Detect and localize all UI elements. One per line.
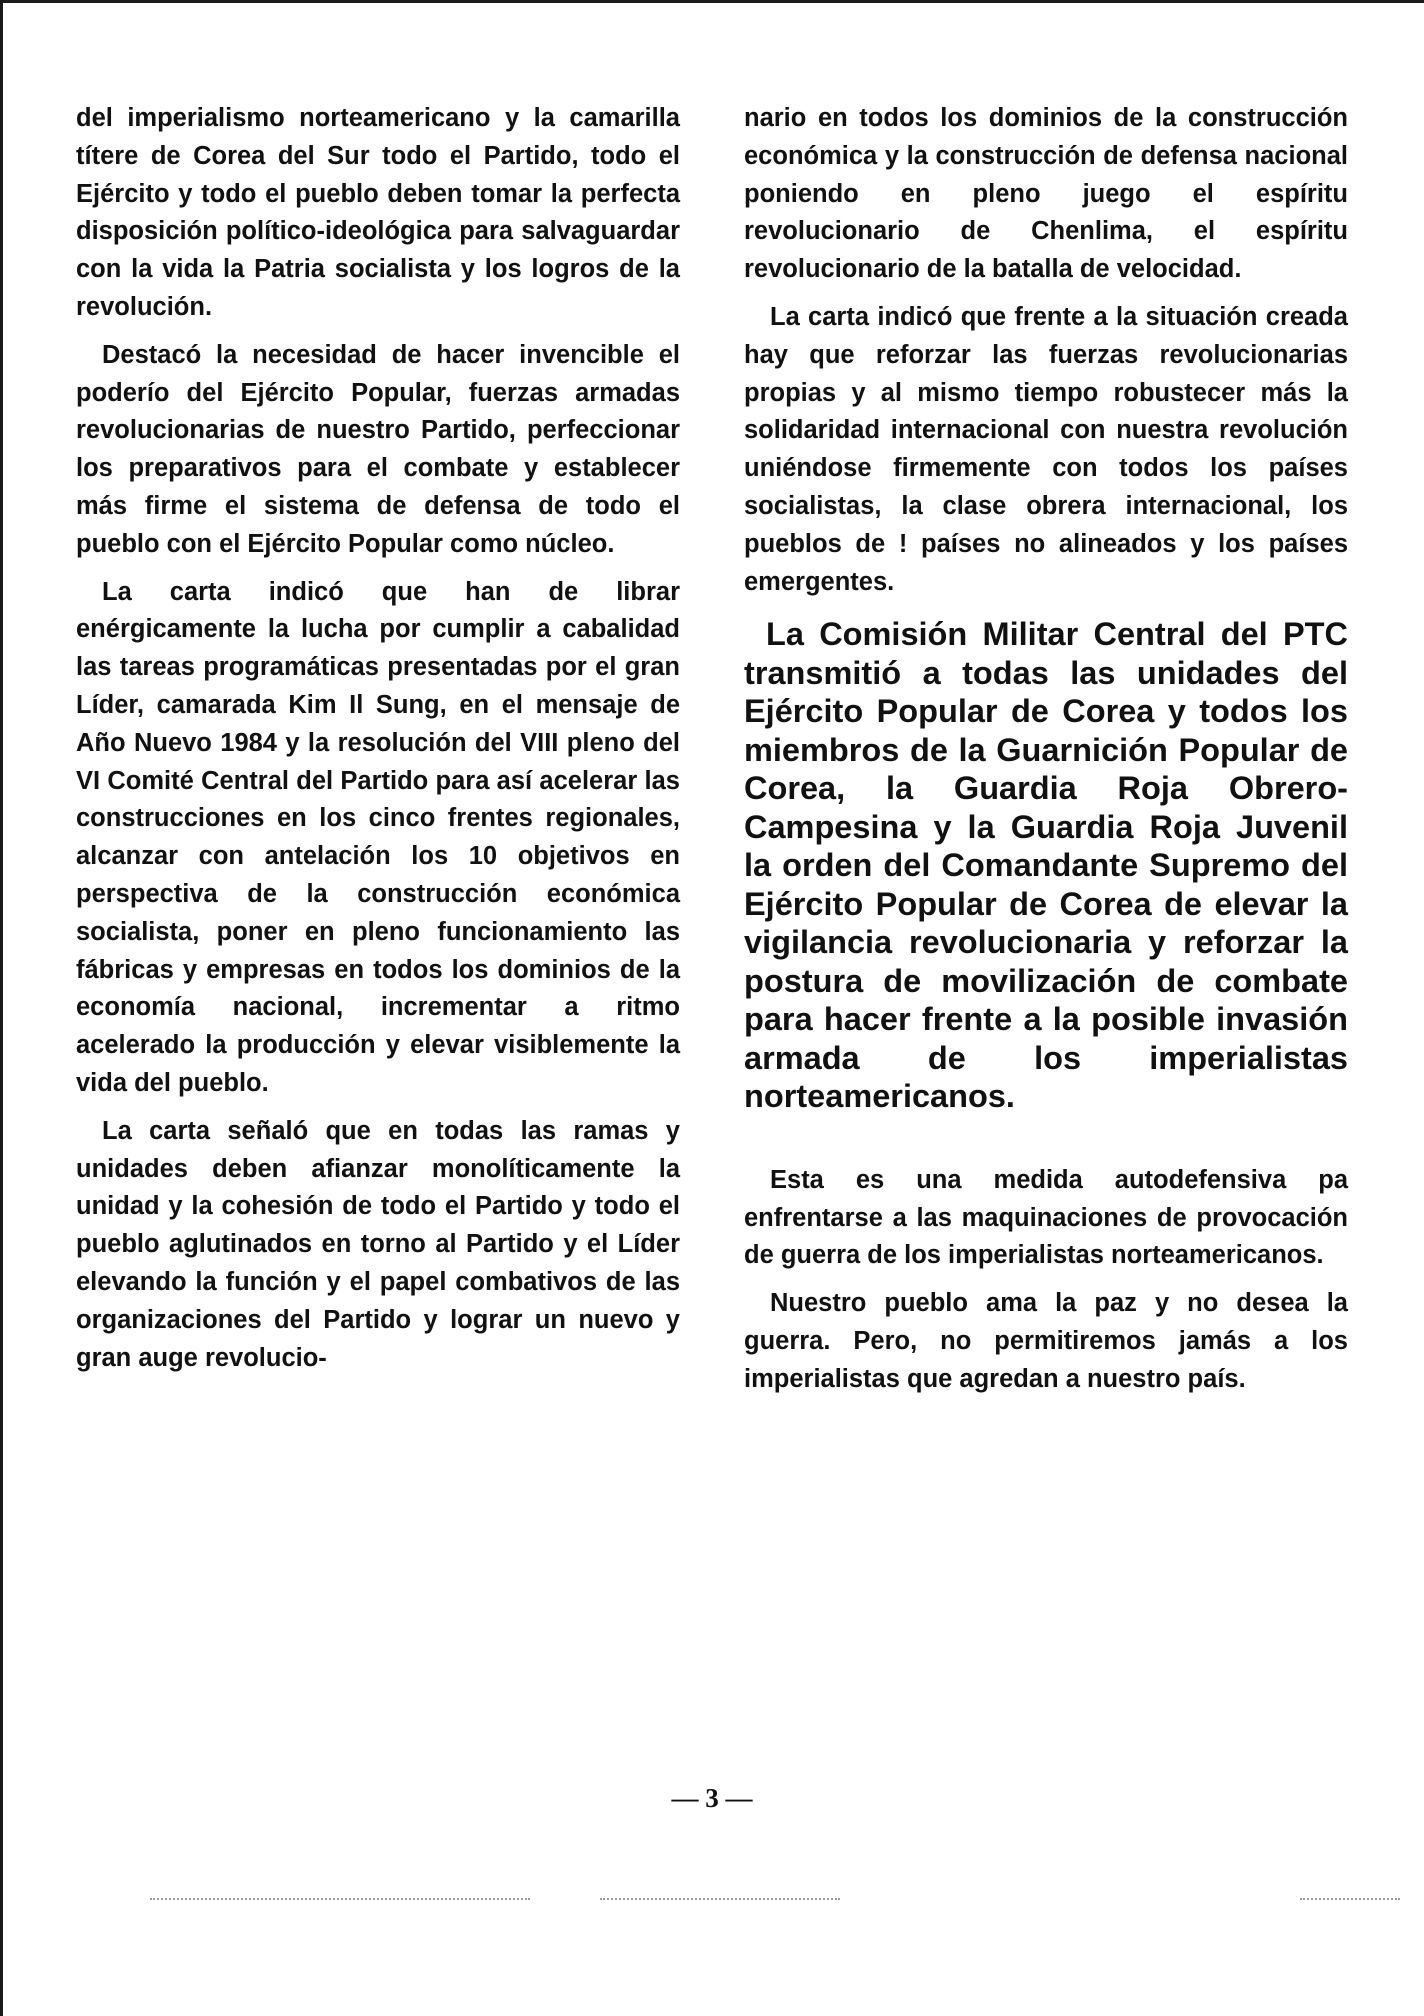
scan-artifact (600, 1898, 840, 1900)
scan-edge-top (0, 0, 1424, 3)
left-column (76, 100, 680, 1387)
paragraph: Destacó la necesidad de hacer invencible el poderío del Ejército Popular, fuerzas armadas revolucionarias de nuestro Partido, perfeccionar los preparativos para el combate y establecer más firme el sistema de defensa de todo el pueblo con el Ejército Popular como núcleo. (76, 340, 680, 558)
page-number: — 3 — (671, 1783, 753, 1813)
paragraph: La carta indicó que han de librar enérgicamente la lucha por cumplir a cabalidad las tareas programáticas presentadas por el gran Líder, camarada Kim Il Sung, en el mensaje de Año Nuevo 1984 y la resolución del VIII pleno del VI Comité Central del Partido para así acelerar las construcciones en los cinco frentes regionales, alcanzar con antelación los 10 objetivos en perspectiva de la construcción económica socialista, poner en pleno funcionamiento las fábricas y empresas en todos los dominios de la economía nacional, incrementar a ritmo acelerado la producción y elevar visiblemente la vida del pueblo. (76, 577, 680, 1097)
paragraph-continuation: del imperialismo norteamericano y la camarilla títere de Corea del Sur todo el Partido, todo el Ejército y todo el pueblo deben tomar la perfecta disposición político-ideológica para salvaguardar con la vida la Patria socialista y los logros de la revolución. (76, 104, 680, 321)
scan-artifact (1300, 1898, 1400, 1900)
scan-edge-left (0, 0, 3, 2016)
paragraph: La carta señaló que en todas las ramas y unidades deben afianzar monolíticamente la unidad y la cohesión de todo el Partido y todo el pueblo aglutinados en torno al Partido y el Líder elevando la función y el papel combativos de las organizaciones del Partido y lograr un nuevo y gran auge revolucio- (76, 1116, 680, 1372)
paragraph: La carta indicó que frente a la situación creada hay que reforzar las fuerzas revolucionarias propias y al mismo tiempo robustecer más la solidaridad internacional con nuestra revolución uniéndose firmemente con todos los países socialistas, la clase obrera internacional, los pueblos de ! países no alineados y los países emergentes. (744, 302, 1348, 596)
highlighted-announcement: La Comisión Militar Central del PTC transmitió a todas las unidades del Ejército Popular de Corea y todos los miembros de la Guarnición Popular de Corea, la Guardia Roja Obrero-Campesina y la Guardia Roja Juvenil la orden del Comandante Supremo del Ejército Popular de Corea de elevar la vigilancia revolucionaria y reforzar la postura de movilización de combate para hacer frente a la posible invasión armada de los imperialistas norteamericanos. (744, 616, 1348, 1115)
paragraph: Esta es una medida autodefensiva pa enfrentarse a las maquinaciones de provocación de guerra de los imperialistas norteamericanos. (744, 1165, 1348, 1270)
scan-artifact (150, 1898, 530, 1900)
paragraph: Nuestro pueblo ama la paz y no desea la guerra. Pero, no permitiremos jamás a los imperialistas que agredan a nuestro país. (744, 1289, 1348, 1393)
right-column (744, 100, 1348, 1409)
paragraph-continuation: nario en todos los dominios de la construcción económica y la construcción de defensa nacional poniendo en pleno juego el espíritu revolucionario de Chenlima, el espíritu revolucionario de la batalla de velocidad. (744, 104, 1348, 284)
